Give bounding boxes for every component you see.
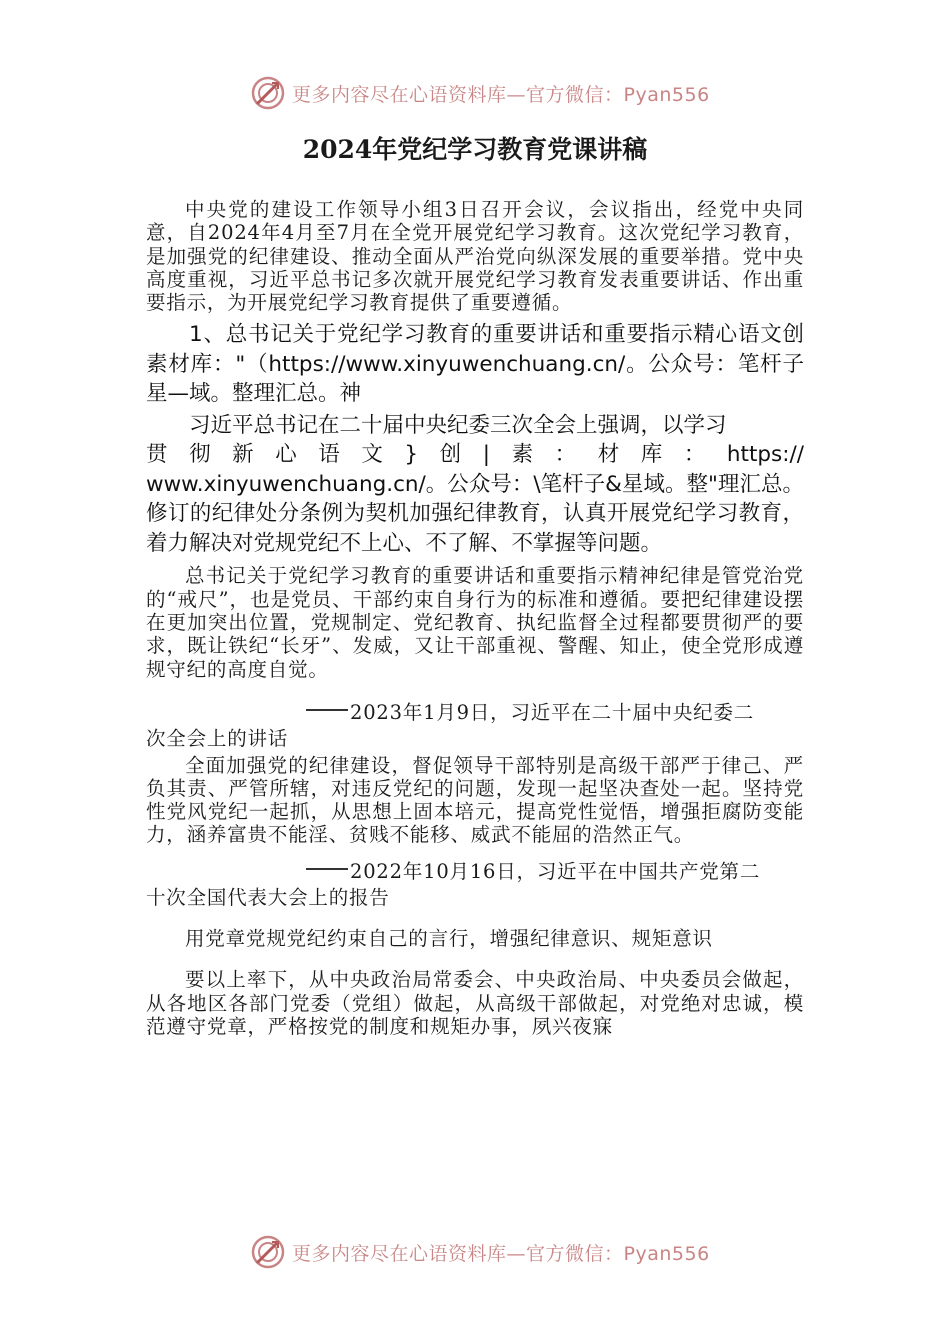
source1-line2: 次全会上的讲话 xyxy=(146,727,289,751)
watermark-banner-bottom xyxy=(250,1232,740,1272)
para6: 要以上率下，从中央政治局常委会、中央政治局、中央委员会做起，从各地区各部门党委（党组）做起，从高级干部做起，对党绝对忠诚，模范遵守党章，严格按党的制度和规矩办事，夙兴夜寐 xyxy=(146,968,804,1038)
brand-logo-icon xyxy=(250,1234,286,1270)
para3: 总书记关于党纪学习教育的重要讲话和重要指示精神纪律是管党治党的“戒尺”，也是党员、干部约束自身行为的标准和遵循。要把纪律建设摆在更加突出位置，党规制定、党纪教育、执纪监督全过程都要贯彻严的要求，既让铁纪“长牙”、发威，又让干部重视、警醒、知止，使全党形成遵规守纪的高度自觉。 xyxy=(146,564,804,681)
watermark-banner-top xyxy=(250,73,740,113)
para2-line1: 习近平总书记在二十届中央纪委三次全会上强调，以学习 xyxy=(189,412,727,438)
section1-heading: 1、总书记关于党纪学习教育的重要讲话和重要指示精心语文创素材库："（https://www.xinyuwenchuang.cn/。公众号：笔杆子星—域。整理汇总。神 xyxy=(146,322,804,407)
brand-logo-icon xyxy=(250,75,286,111)
source2-line2: 十次全国代表大会上的报告 xyxy=(146,886,390,910)
para4: 全面加强党的纪律建设，督促领导干部特别是高级干部严于律己、严负其责、严管所辖，对违反党纪的问题，发现一起坚决查处一起。坚持党性党风党纪一起抓，从思想上固本培元，提高党性觉悟，增强拒腐防变能力，涵养富贵不能淫、贫贱不能移、威武不能屈的浩然正气。 xyxy=(146,753,804,847)
source-dash xyxy=(306,868,348,870)
source2-text: 2022年10月16日，习近平在中国共产党第二 xyxy=(350,859,761,883)
watermark-text xyxy=(292,1239,710,1266)
watermark-contact-label: 官方微信： xyxy=(526,83,624,106)
watermark-contact-id: Pyan556 xyxy=(623,1242,710,1265)
watermark-contact-label: 官方微信： xyxy=(526,1242,624,1265)
watermark-contact-id: Pyan556 xyxy=(623,83,710,106)
source2-line1 xyxy=(146,860,804,883)
source1-text: 2023年1月9日，习近平在二十届中央纪委二 xyxy=(350,700,755,724)
para2-body: www.xinyuwenchuang.cn/。公众号：\笔杆子&星域。整"理汇总。修订的纪律处分条例为契机加强纪律教育，认真开展党纪学习教育，着力解决对党规党纪不上心、不了解、不掌握等问题。 xyxy=(146,471,804,556)
para2-line2: 贯彻新心语文}创|素：材库：https:// xyxy=(146,442,804,468)
document-body xyxy=(146,198,804,1038)
watermark-brand: 更多内容尽在心语资料库— xyxy=(292,1242,527,1265)
intro-paragraph: 中央党的建设工作领导小组3日召开会议，会议指出，经党中央同意，自2024年4月至7月在全党开展党纪学习教育。这次党纪学习教育，是加强党的纪律建设、推动全面从严治党向纵深发展的重要举措。党中央高度重视，习近平总书记多次就开展党纪学习教育发表重要讲话、作出重要指示，为开展党纪学习教育提供了重要遵循。 xyxy=(146,198,804,315)
source-dash xyxy=(306,709,348,711)
document-title: 2024年党纪学习教育党课讲稿 xyxy=(302,135,648,164)
watermark-brand: 更多内容尽在心语资料库— xyxy=(292,83,527,106)
watermark-text xyxy=(292,80,710,107)
para5: 用党章党规党纪约束自己的言行，增强纪律意识、规矩意识 xyxy=(185,927,713,951)
source1-line1 xyxy=(146,701,804,724)
